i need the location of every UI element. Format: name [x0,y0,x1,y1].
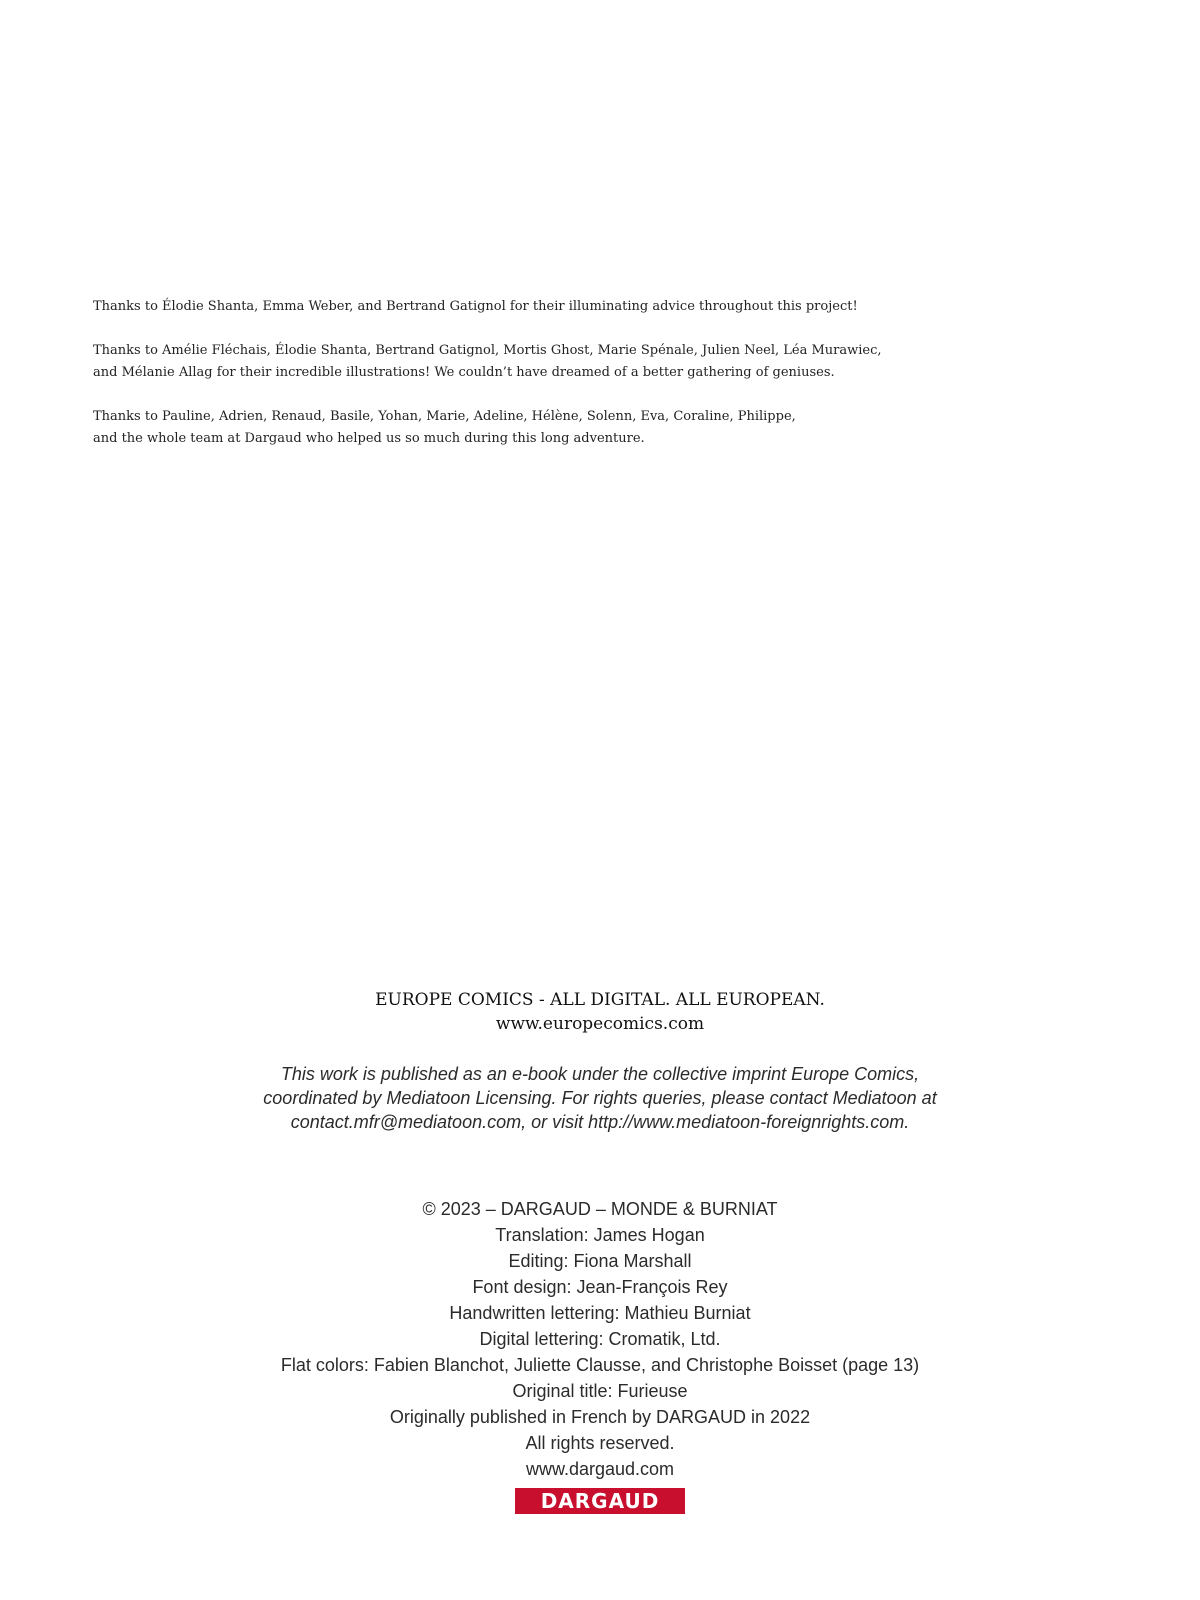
acknowledgements [93,296,993,472]
dargaud-url: www.dargaud.com [525,1459,675,1479]
credit-font-design: Font design: Jean-François Rey [472,1277,728,1297]
rights-reserved: All rights reserved. [525,1433,675,1453]
colophon [0,988,1200,1514]
acknowledgement-illustrators: Thanks to Amélie Fléchais, Élodie Shanta, Bertrand Gatignol, Mortis Ghost, Marie Spénale, Julien Neel, Léa Murawiec, and Mélanie Allag for their incredible illustrations! We couldn’t have dreamed of a better gathering of geniuses. [93,343,882,380]
acknowledgement-advisors: Thanks to Élodie Shanta, Emma Weber, and Bertrand Gatignol for their illuminating advice throughout this project! [93,299,858,314]
copyright-line: © 2023 – DARGAUD – MONDE & BURNIAT [422,1199,778,1219]
acknowledgement-team: Thanks to Pauline, Adrien, Renaud, Basile, Yohan, Marie, Adeline, Hélène, Solenn, Eva, Coraline, Philippe, and the whole team at Dargaud who helped us so much during this long adventure. [93,409,796,446]
credit-handwritten-lettering: Handwritten lettering: Mathieu Burniat [449,1303,751,1323]
publication-notice: This work is published as an e-book under the collective imprint Europe Comics, coordinated by Mediatoon Licensing. For rights queries, please contact Mediatoon at contact.mfr@mediatoon.com, or visit http://www.mediatoon-foreignrights.com. [263,1064,937,1132]
credits [0,1196,1200,1482]
credit-editing: Editing: Fiona Marshall [508,1251,692,1271]
credit-translation: Translation: James Hogan [495,1225,705,1245]
credit-original-publication: Originally published in French by DARGAUD in 2022 [389,1407,811,1427]
europe-comics-tagline: EUROPE COMICS - ALL DIGITAL. ALL EUROPEAN. [375,990,825,1010]
dargaud-logo: DARGAUD [515,1488,685,1514]
credit-digital-lettering: Digital lettering: Cromatik, Ltd. [479,1329,721,1349]
credit-original-title: Original title: Furieuse [512,1381,688,1401]
europe-comics-url: www.europecomics.com [495,1014,705,1034]
credit-flat-colors: Flat colors: Fabien Blanchot, Juliette Clausse, and Christophe Boisset (page 13) [280,1355,920,1375]
